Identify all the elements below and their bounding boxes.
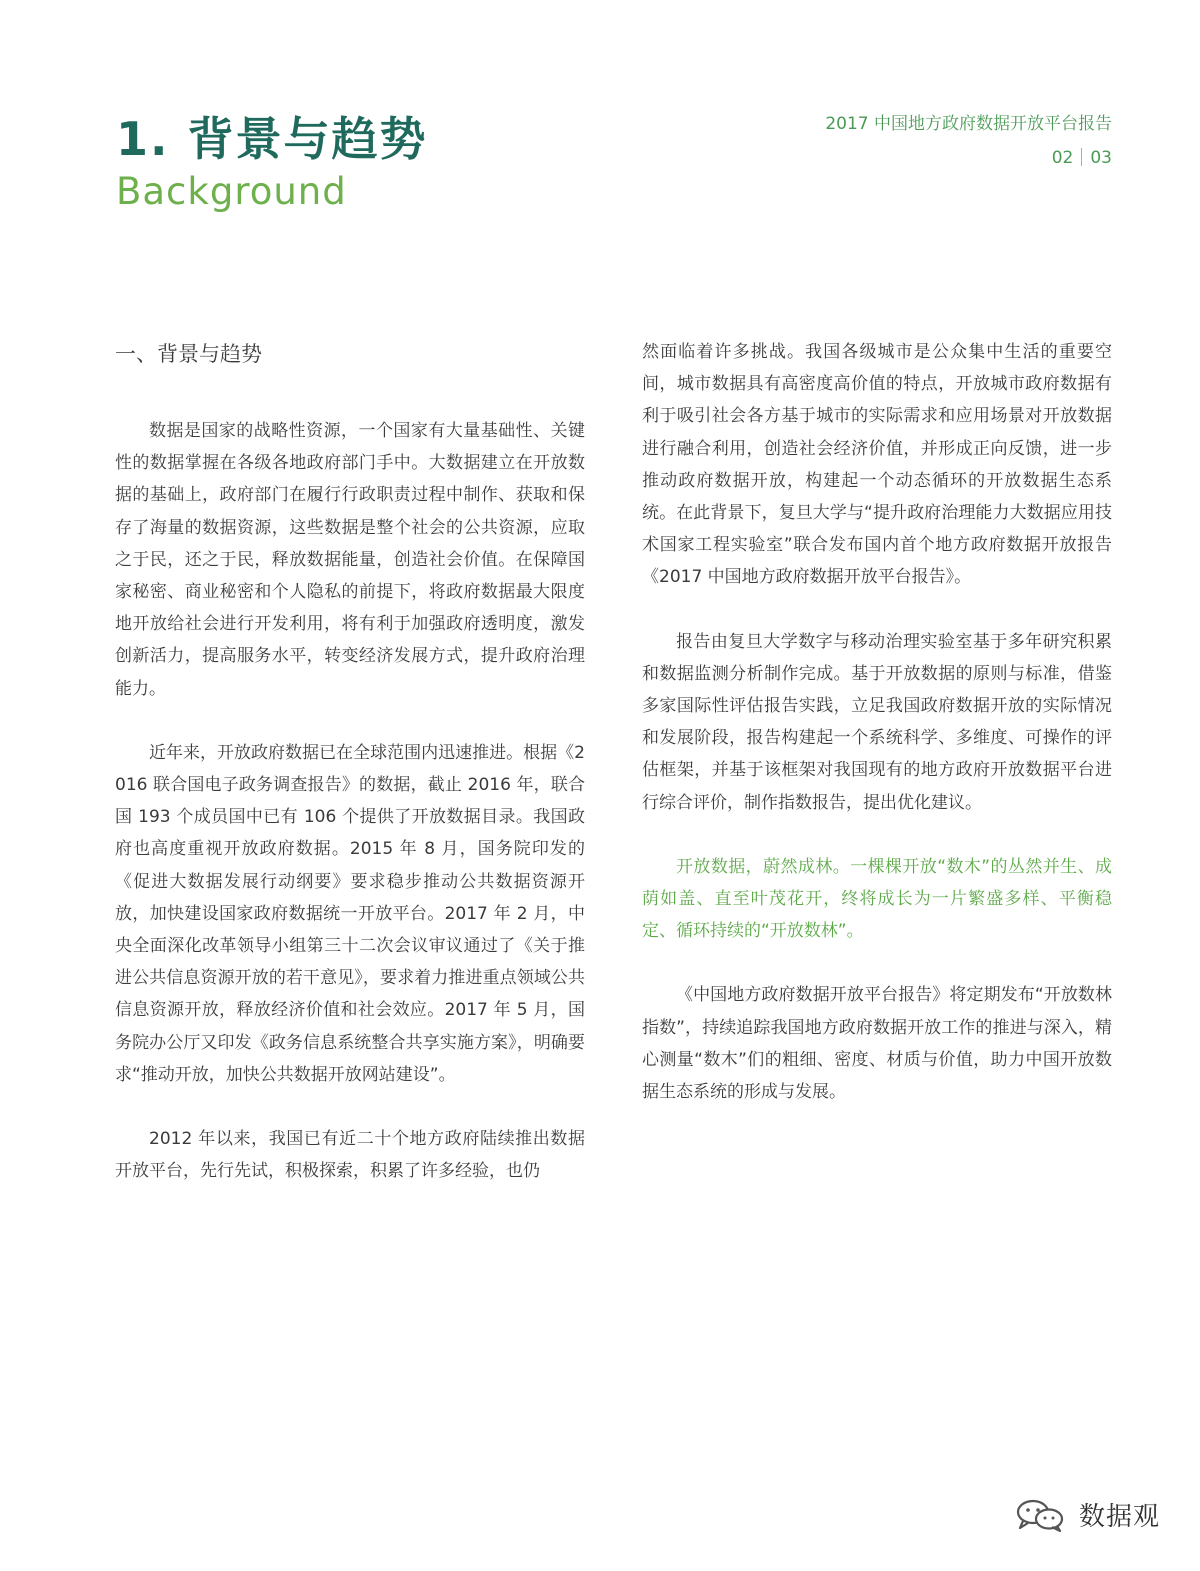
right-column bbox=[642, 336, 1112, 1140]
paragraph-continuation: 然面临着许多挑战。我国各级城市是公众集中生活的重要空间，城市数据具有高密度高价值的特点，开放城市政府数据有利于吸引社会各方基于城市的实际需求和应用场景对开放数据进行融合利用，创造社会经济价值，并形成正向反馈，进一步推动政府数据开放，构建起一个动态循环的开放数据生态系统。在此背景下，复旦大学与“提升政府治理能力大数据应用技术国家工程实验室”联合发布国内首个地方政府数据开放报告《2017 中国地方政府数据开放平台报告》。 bbox=[642, 342, 1112, 588]
page-number-divider bbox=[1081, 148, 1082, 166]
closing-paragraph: 《中国地方政府数据开放平台报告》将定期发布“开放数林指数”，持续追踪我国地方政府数据开放工作的推进与深入，精心测量“数木”们的粗细、密度、材质与价值，助力中国开放数据生态系统的形成与发展。 bbox=[642, 985, 1112, 1103]
page-title-english: Background bbox=[116, 170, 347, 213]
wechat-icon bbox=[1011, 1497, 1069, 1533]
watermark-text: 数据观 bbox=[1078, 1502, 1160, 1532]
page-title-block bbox=[116, 110, 428, 214]
section-heading: 一、背景与趋势 bbox=[115, 342, 262, 366]
paragraph: 2012 年以来，我国已有近二十个地方政府陆续推出数据开放平台，先行先试，积极探索，积累了许多经验，也仍 bbox=[115, 1129, 585, 1182]
report-header bbox=[825, 112, 1112, 170]
page-title-chinese: 1. 背景与趋势 bbox=[116, 112, 428, 166]
page-number-right: 03 bbox=[1090, 148, 1112, 168]
page-numbers bbox=[825, 146, 1112, 170]
highlight-paragraph: 开放数据，蔚然成林。一棵棵开放“数木”的丛然并生、成荫如盖、直至叶茂花开，终将成长为一片繁盛多样、平衡稳定、循环持续的“开放数林”。 bbox=[642, 856, 1112, 942]
paragraph: 近年来，开放政府数据已在全球范围内迅速推进。根据《2016 联合国电子政务调查报告》的数据，截止 2016 年，联合国 193 个成员国中已有 106 个提供了开放数据目录。我国政府也高度重视开放政府数据。2015 年 8 月，国务院印发的《促进大数据发展行动纲要》要求稳步推动公共数据资源开放，加快建设国家政府数据统一开放平台。2017 年 2 月，中央全面深化改革领导小组第三十二次会议审议通过了《关于推进公共信息资源开放的若干意见》，要求着力推进重点领域公共信息资源开放，释放经济价值和社会效应。2017 年 5 月，国务院办公厅又印发《政务信息系统整合共享实施方案》，明确要求“推动开放，加快公共数据开放网站建设”。 bbox=[115, 742, 585, 1085]
report-title: 2017 中国地方政府数据开放平台报告 bbox=[825, 114, 1112, 134]
watermark bbox=[1011, 1496, 1160, 1533]
paragraph: 报告由复旦大学数字与移动治理实验室基于多年研究积累和数据监测分析制作完成。基于开放数据的原则与标准，借鉴多家国际性评估报告实践，立足我国政府数据开放的实际情况和发展阶段，报告构建起一个系统科学、多维度、可操作的评估框架，并基于该框架对我国现有的地方政府开放数据平台进行综合评价，制作指数报告，提出优化建议。 bbox=[642, 631, 1112, 813]
paragraph: 数据是国家的战略性资源，一个国家有大量基础性、关键性的数据掌握在各级各地政府部门手中。大数据建立在开放数据的基础上，政府部门在履行行政职责过程中制作、获取和保存了海量的数据资源，这些数据是整个社会的公共资源，应取之于民，还之于民，释放数据能量，创造社会价值。在保障国家秘密、商业秘密和个人隐私的前提下，将政府数据最大限度地开放给社会进行开发利用，将有利于加强政府透明度，激发创新活力，提高服务水平，转变经济发展方式，提升政府治理能力。 bbox=[115, 421, 585, 699]
page-number-left: 02 bbox=[1051, 148, 1074, 168]
left-column bbox=[115, 336, 585, 1219]
